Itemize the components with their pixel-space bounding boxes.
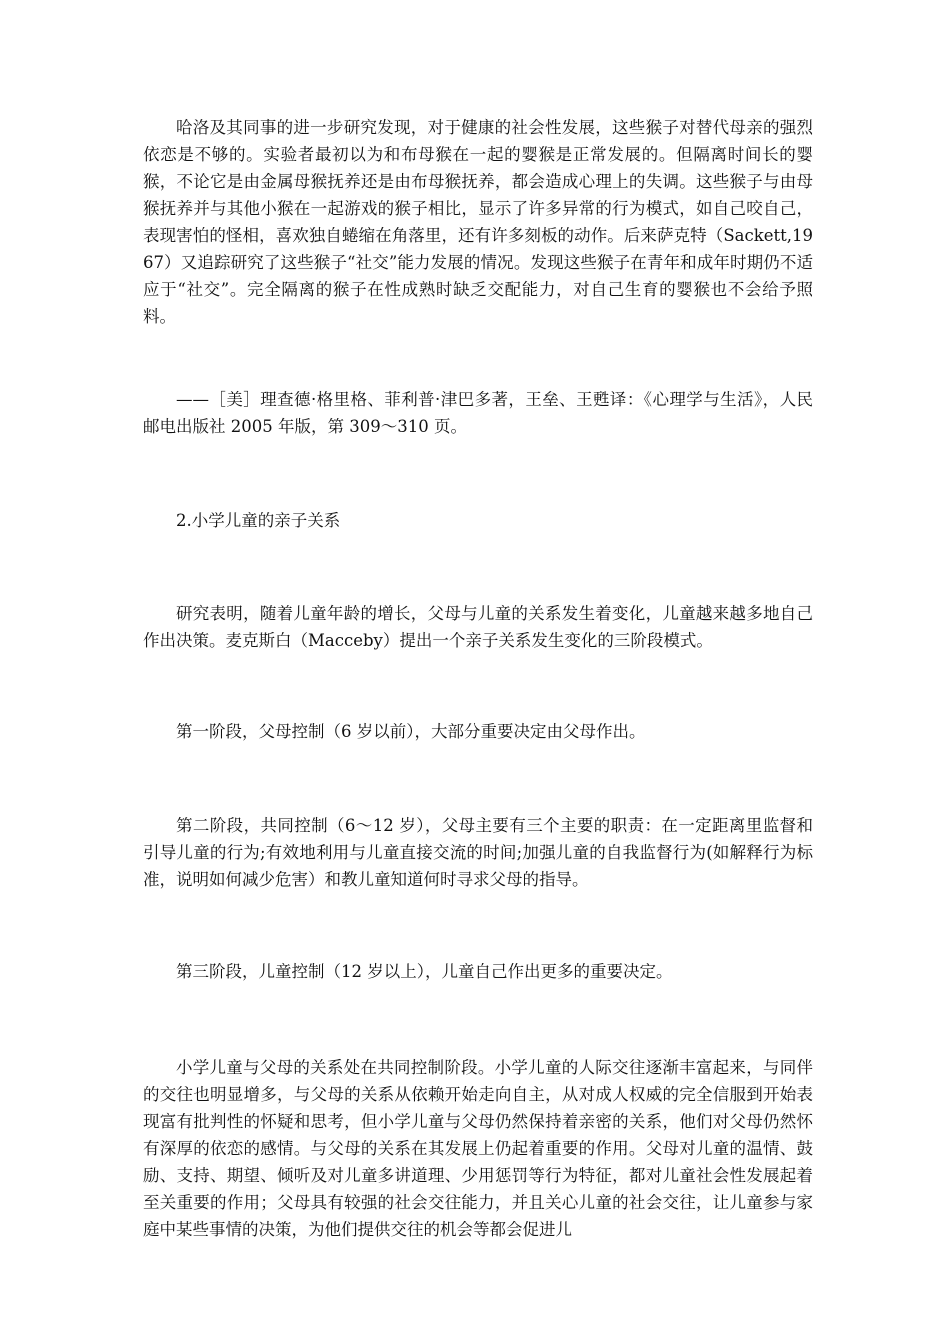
paragraph-stage-one: 第一阶段，父母控制（6 岁以前），大部分重要决定由父母作出。 [176, 722, 646, 741]
paragraph-stage-three: 第三阶段，儿童控制（12 岁以上），儿童自己作出更多的重要决定。 [176, 962, 673, 981]
paragraph-coregulation: 小学儿童与父母的关系处在共同控制阶段。小学儿童的人际交往逐渐丰富起来，与同伴的交往也明显增多，与父母的关系从依赖开始走向自主，从对成人权威的完全信服到开始表现富有批判性的怀疑和思考，但小学儿童与父母仍然保持着亲密的关系，他们对父母仍然怀有深厚的依恋的感情。与父母的关系在其发展上仍起着重要的作用。父母对儿童的温情、鼓励、支持、期望、倾听及对儿童多讲道理、少用惩罚等行为特征，都对儿童社会性发展起着至关重要的作用；父母具有较强的社会交往能力，并且关心儿童的社会交往，让儿童参与家庭中某些事情的决策，为他们提供交往的机会等都会促进儿 [143, 1058, 813, 1239]
paragraph-research-intro: 研究表明，随着儿童年龄的增长，父母与儿童的关系发生着变化，儿童越来越多地自己作出决策。麦克斯白（Macceby）提出一个亲子关系发生变化的三阶段模式。 [143, 604, 813, 650]
citation-psychology-and-life: ——［美］理查德·格里格、菲利普·津巴多著，王垒、王甦译：《心理学与生活》，人民邮电出版社 2005 年版，第 309～310 页。 [143, 390, 813, 436]
paragraph-stage-two: 第二阶段，共同控制（6～12 岁），父母主要有三个主要的职责：在一定距离里监督和引导儿童的行为;有效地利用与儿童直接交流的时间;加强儿童的自我监督行为(如解释行为标准，说明如何减少危害）和教儿童知道何时寻求父母的指导。 [143, 816, 813, 889]
paragraph-harlow-study: 哈洛及其同事的进一步研究发现，对于健康的社会性发展，这些猴子对替代母亲的强烈依恋是不够的。实验者最初以为和布母猴在一起的婴猴是正常发展的。但隔离时间长的婴猴，不论它是由金属母猴抚养还是由布母猴抚养，都会造成心理上的失调。这些猴子与由母猴抚养并与其他小猴在一起游戏的猴子相比，显示了许多异常的行为模式，如自己咬自己，表现害怕的怪相，喜欢独自蜷缩在角落里，还有许多刻板的动作。后来萨克特（Sackett,1967）又追踪研究了这些猴子“社交”能力发展的情况。发现这些猴子在青年和成年时期仍不适应于“社交”。完全隔离的猴子在性成熟时缺乏交配能力，对自己生育的婴猴也不会给予照料。 [143, 118, 813, 326]
section-heading-parent-child: 2.小学儿童的亲子关系 [176, 511, 341, 530]
